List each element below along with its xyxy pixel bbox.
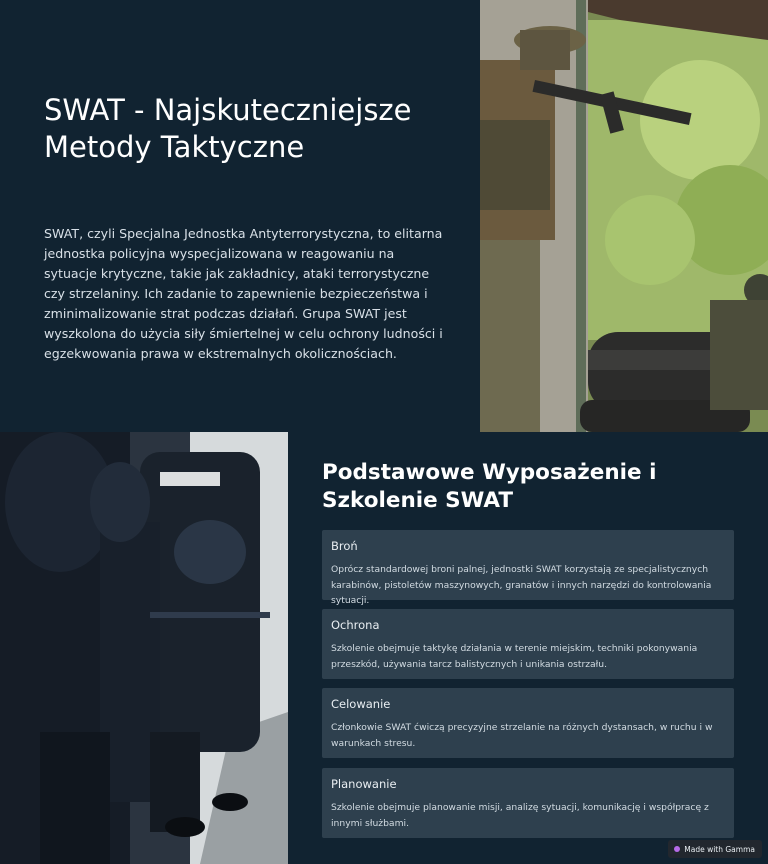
police-photo-image: [0, 432, 288, 864]
card-title: Broń: [331, 539, 358, 553]
soldier-photo-image: [480, 0, 768, 432]
card-text: Członkowie SWAT ćwiczą precyzyjne strzelanie na różnych dystansach, w ruchu i w warunkach stresu.: [331, 722, 713, 749]
card-title: Planowanie: [331, 777, 397, 791]
gamma-logo-icon: [674, 846, 680, 852]
card-title: Celowanie: [331, 697, 391, 711]
slide-1-paragraph: SWAT, czyli Specjalna Jednostka Antyterrorystyczna, to elitarna jednostka policyjna wyspecjalizowana w reagowaniu na sytuacje krytyczne, takie jak zakładnicy, ataki terrorystyczne czy strzelaniny. Ich zadanie to zapewnienie bezpieczeństwa i zminimalizowanie strat podczas działań. Grupa SWAT jest wyszkolona do użycia siły śmiertelnej w celu ochrony ludności i egzekwowania prawa w ekstremalnych okolicznościach.: [44, 226, 443, 361]
slide-1-title: SWAT - Najskuteczniejsze Metody Taktyczne: [44, 93, 412, 164]
police-photo: [0, 432, 288, 864]
card-bron: [322, 530, 734, 606]
badge-label: Made with Gamma: [684, 844, 755, 854]
slide-2: [288, 432, 768, 864]
slide-2-title: Podstawowe Wyposażenie i Szkolenie SWAT: [322, 460, 657, 513]
card-celowanie: [322, 688, 734, 758]
card-planowanie: [322, 768, 734, 838]
soldier-photo: [480, 0, 768, 432]
card-text: Szkolenie obejmuje taktykę działania w terenie miejskim, techniki pokonywania przeszkód, używania tarcz balistycznych i unikania ostrzału.: [331, 643, 698, 670]
card-text: Oprócz standardowej broni palnej, jednostki SWAT korzystają ze specjalistycznych karabinów, pistoletów maszynowych, granatów i innych narzędzi do kontrolowania sytuacji.: [331, 564, 712, 606]
card-ochrona: [322, 609, 734, 679]
card-text: Szkolenie obejmuje planowanie misji, analizę sytuacji, komunikację i współpracę z innymi służbami.: [331, 802, 709, 829]
made-with-gamma-badge[interactable]: [668, 840, 762, 858]
card-title: Ochrona: [331, 618, 380, 632]
